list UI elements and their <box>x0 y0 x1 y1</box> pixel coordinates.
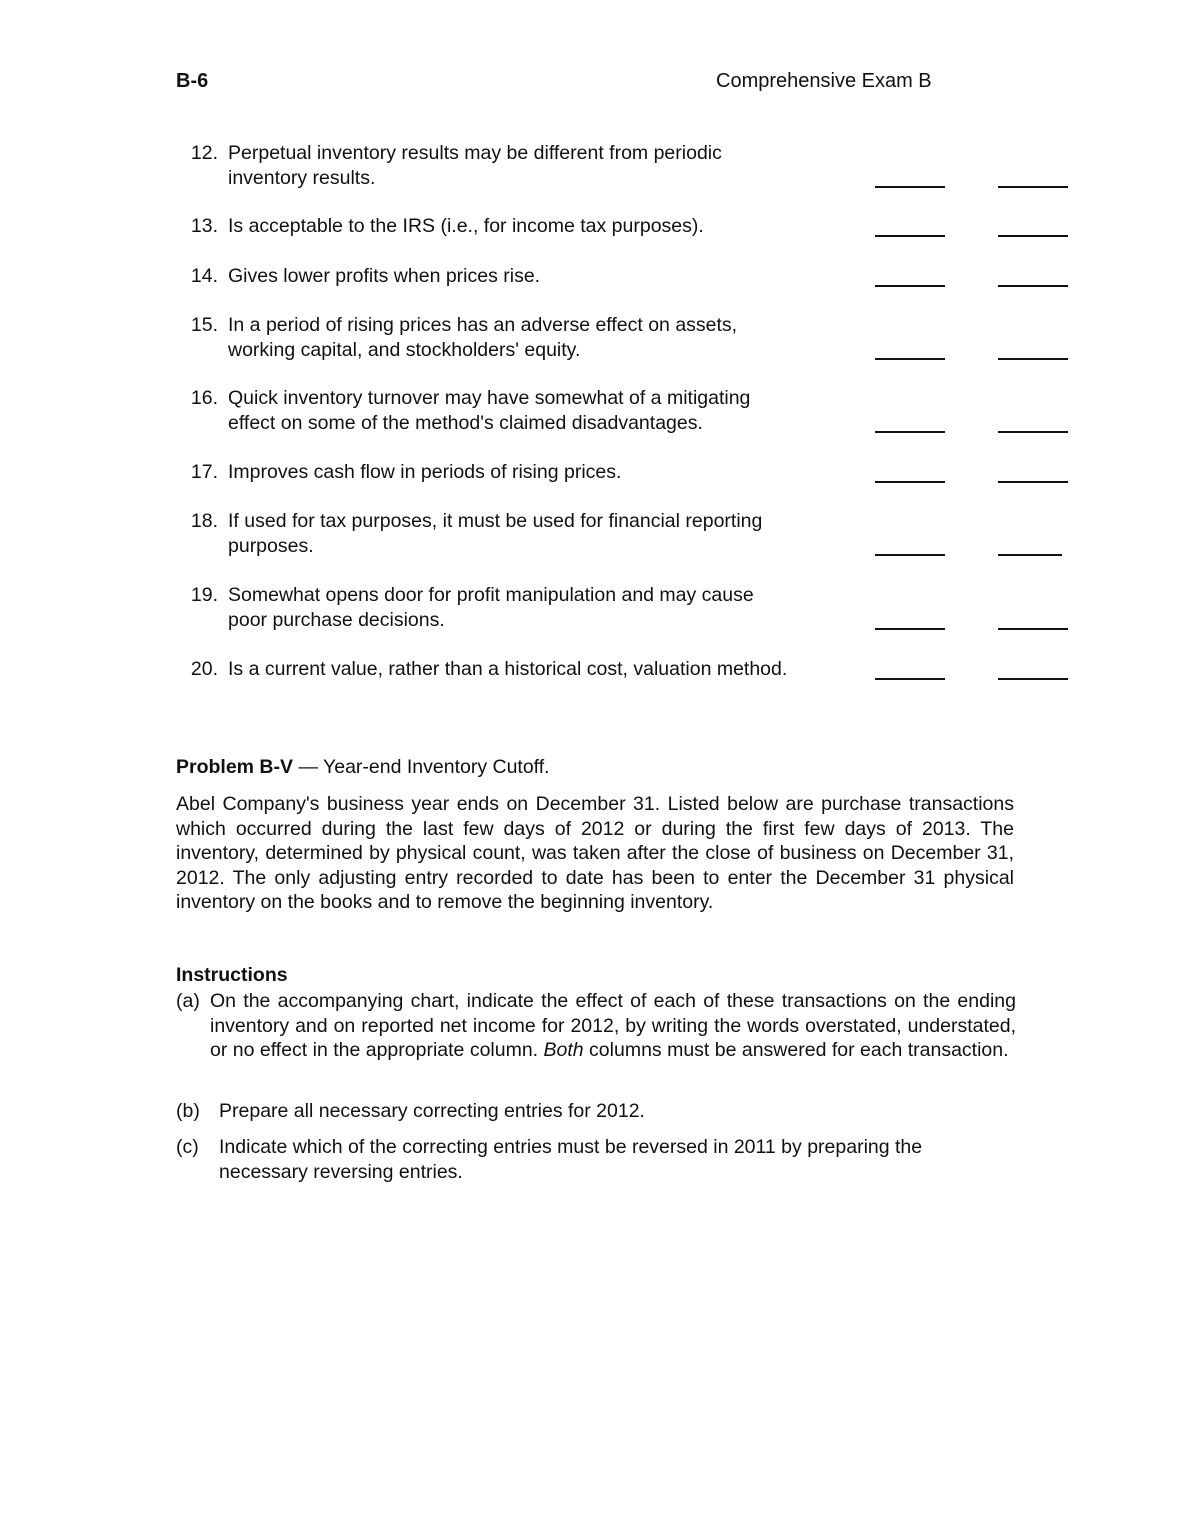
question-item <box>176 509 1076 559</box>
answer-blank-1[interactable] <box>875 481 945 483</box>
page-title: Comprehensive Exam B <box>716 70 932 92</box>
page-number: B-6 <box>176 70 209 92</box>
question-item <box>176 313 1076 363</box>
instruction-text: Indicate which of the correcting entries must be reversed in 2011 by preparing the necessary reversing entries. <box>219 1136 923 1183</box>
emphasis-text: Both <box>543 1039 584 1062</box>
answer-blank-2[interactable] <box>998 235 1068 237</box>
problem-dash: — <box>293 756 324 778</box>
question-number: 14. <box>190 265 218 287</box>
answer-blank-1[interactable] <box>875 431 945 433</box>
problem-heading <box>176 756 550 779</box>
question-text: If used for tax purposes, it must be used for financial reporting purposes. <box>228 510 763 557</box>
instruction-label: (b) <box>176 1100 200 1122</box>
answer-blank-1[interactable] <box>875 186 945 188</box>
question-text: Gives lower profits when prices rise. <box>228 265 541 287</box>
instruction-a <box>176 989 1016 1063</box>
question-number: 17. <box>190 461 218 483</box>
instruction-c <box>176 1135 1006 1184</box>
question-text: Is acceptable to the IRS (i.e., for income tax purposes). <box>228 215 704 237</box>
answer-blank-2[interactable] <box>998 358 1068 360</box>
instruction-text: Prepare all necessary correcting entries for 2012. <box>219 1100 645 1122</box>
question-number: 13. <box>190 215 218 237</box>
question-text: Perpetual inventory results may be different from periodic inventory results. <box>228 142 722 189</box>
answer-blank-2[interactable] <box>998 678 1068 680</box>
answer-blank-1[interactable] <box>875 285 945 287</box>
answer-blank-1[interactable] <box>875 554 945 556</box>
question-item <box>176 460 1076 486</box>
question-text: Is a current value, rather than a historical cost, valuation method. <box>228 658 788 680</box>
problem-title: Year-end Inventory Cutoff. <box>323 756 550 778</box>
answer-blank-2[interactable] <box>998 628 1068 630</box>
answer-blank-1[interactable] <box>875 678 945 680</box>
question-item <box>176 386 1076 436</box>
question-number: 18. <box>190 510 218 532</box>
question-number: 15. <box>190 314 218 336</box>
problem-label: Problem B-V <box>176 756 294 778</box>
answer-blank-2[interactable] <box>998 285 1068 287</box>
instruction-text: On the accompanying chart, indicate the effect of each of these transactions on the ending inventory and on reported net income for 2012, by writing the words overstated, understated, or no effect in the appropriate column. Both columns must be answered for each transaction. <box>210 990 1016 1062</box>
answer-blank-2[interactable] <box>998 186 1068 188</box>
instruction-label: (a) <box>176 990 200 1012</box>
question-number: 19. <box>190 584 218 606</box>
question-item <box>176 264 1076 290</box>
answer-blank-2[interactable] <box>998 481 1068 483</box>
question-text: Quick inventory turnover may have somewhat of a mitigating effect on some of the method's claimed disadvantages. <box>228 387 751 434</box>
question-text: Somewhat opens door for profit manipulation and may cause poor purchase decisions. <box>228 584 754 631</box>
question-item <box>176 141 1076 191</box>
problem-description: Abel Company's business year ends on December 31. Listed below are purchase transactions which occurred during the last few days of 2012 or during the first few days of 2013. The inventory, determined by physical count, was taken after the close of business on December 31, 2012. The only adjusting entry recorded to date has been to enter the December 31 physical inventory on the books and to remove the beginning inventory. <box>176 793 1014 914</box>
question-item <box>176 583 1076 633</box>
question-number: 16. <box>190 387 218 409</box>
question-number: 12. <box>190 142 218 164</box>
answer-blank-1[interactable] <box>875 628 945 630</box>
answer-blank-2[interactable] <box>998 554 1062 556</box>
question-item <box>176 214 1076 240</box>
answer-blank-2[interactable] <box>998 431 1068 433</box>
question-number: 20. <box>190 658 218 680</box>
instruction-b <box>176 1099 1016 1124</box>
question-item <box>176 657 1076 683</box>
question-text: In a period of rising prices has an adverse effect on assets, working capital, and stockholders' equity. <box>228 314 738 361</box>
answer-blank-1[interactable] <box>875 235 945 237</box>
instructions-heading: Instructions <box>176 964 288 986</box>
answer-blank-1[interactable] <box>875 358 945 360</box>
instruction-label: (c) <box>176 1136 199 1158</box>
question-text: Improves cash flow in periods of rising prices. <box>228 461 622 483</box>
